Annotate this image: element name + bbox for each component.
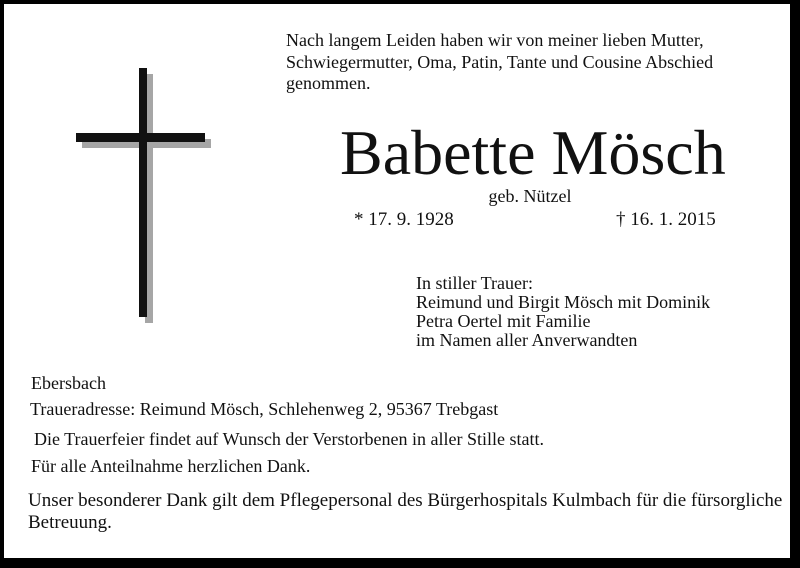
maiden-name: geb. Nützel	[488, 186, 572, 206]
deceased-name: Babette Mösch	[340, 117, 726, 188]
dedication-paragraph	[28, 490, 782, 534]
mourning-address: Traueradresse: Reimund Mösch, Schlehenweg 2, 95367 Trebgast	[30, 399, 499, 419]
intro-line: Schwiegermutter, Oma, Patin, Tante und Cousine Abschied	[286, 51, 714, 72]
thanks-note: Für alle Anteilnahme herzlichen Dank.	[31, 456, 311, 476]
cross-horizontal-bar	[76, 133, 205, 142]
mourners-block	[416, 274, 710, 350]
intro-line: genommen.	[286, 73, 371, 94]
intro-paragraph	[286, 30, 713, 95]
intro-line: Nach langem Leiden haben wir von meiner lieben Mutter,	[286, 30, 704, 50]
funeral-note: Die Trauerfeier findet auf Wunsch der Verstorbenen in aller Stille statt.	[34, 429, 544, 449]
dedication-line: Unser besonderer Dank gilt dem Pflegepersonal des Bürgerhospitals Kulmbach für die fürsorgliche	[28, 490, 783, 511]
mourners-heading: In stiller Trauer:	[416, 273, 533, 293]
mourner-line: im Namen aller Anverwandten	[416, 330, 638, 351]
birth-date: * 17. 9. 1928	[354, 209, 454, 230]
death-date: † 16. 1. 2015	[616, 209, 716, 230]
memorial-cross-icon	[76, 68, 217, 323]
place-name: Ebersbach	[31, 373, 106, 393]
mourner-line: Reimund und Birgit Mösch mit Dominik	[416, 292, 711, 313]
mourner-line: Petra Oertel mit Familie	[416, 311, 591, 332]
cross-vertical-bar	[139, 68, 147, 317]
dedication-line: Betreuung.	[28, 512, 112, 533]
